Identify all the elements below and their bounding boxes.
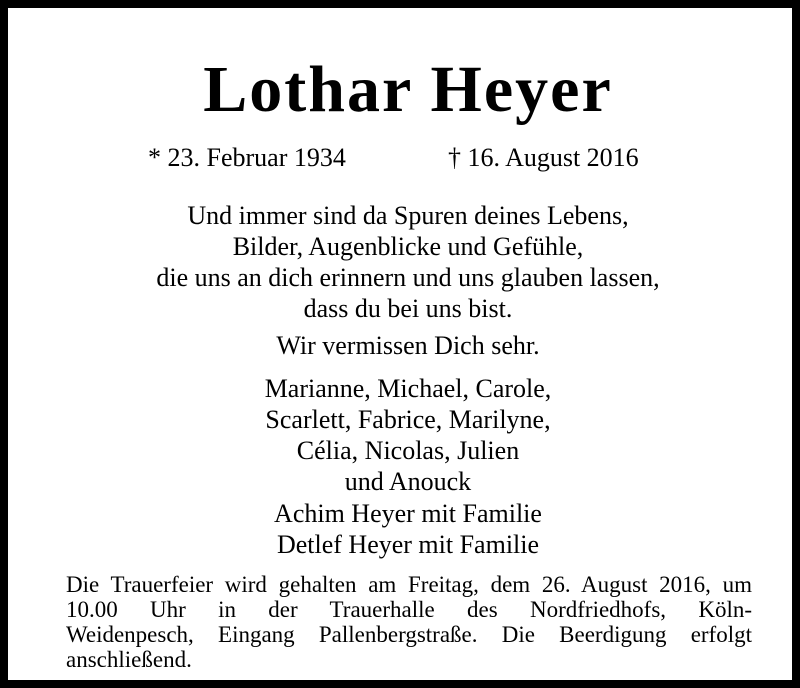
death-date: † 16. August 2016: [448, 143, 639, 172]
funeral-notice: [66, 572, 752, 672]
miss-text: Wir vermissen Dich sehr.: [276, 331, 540, 360]
poem-line: dass du bei uns bist.: [303, 294, 513, 323]
family-line: Marianne, Michael, Carole,: [264, 374, 552, 403]
poem: [8, 200, 800, 324]
notice-line: 10.00 Uhr in der Trauerhalle des Nordfriedhofs, Köln-: [66, 597, 752, 622]
poem-line: Und immer sind da Spuren deines Lebens,: [187, 201, 629, 230]
notice-line: anschließend.: [66, 647, 192, 672]
notice-line: Weidenpesch, Eingang Pallenbergstraße. Die Beerdigung erfolgt: [66, 622, 752, 647]
birth-date: * 23. Februar 1934: [148, 143, 346, 172]
relative-line: Detlef Heyer mit Familie: [276, 530, 540, 559]
family-line: Célia, Nicolas, Julien: [296, 436, 520, 465]
family-line: und Anouck: [344, 467, 472, 496]
poem-line: Bilder, Augenblicke und Gefühle,: [232, 232, 584, 261]
miss-line: [8, 330, 800, 361]
deceased-name: Lothar Heyer: [203, 53, 613, 126]
family-names: [8, 373, 800, 497]
relatives: [8, 498, 800, 560]
relative-line: Achim Heyer mit Familie: [274, 499, 542, 528]
poem-line: die uns an dich erinnern und uns glauben lassen,: [156, 263, 660, 292]
notice-line: Die Trauerfeier wird gehalten am Freitag, dem 26. August 2016, um: [66, 572, 752, 597]
family-line: Scarlett, Fabrice, Marilyne,: [265, 405, 551, 434]
